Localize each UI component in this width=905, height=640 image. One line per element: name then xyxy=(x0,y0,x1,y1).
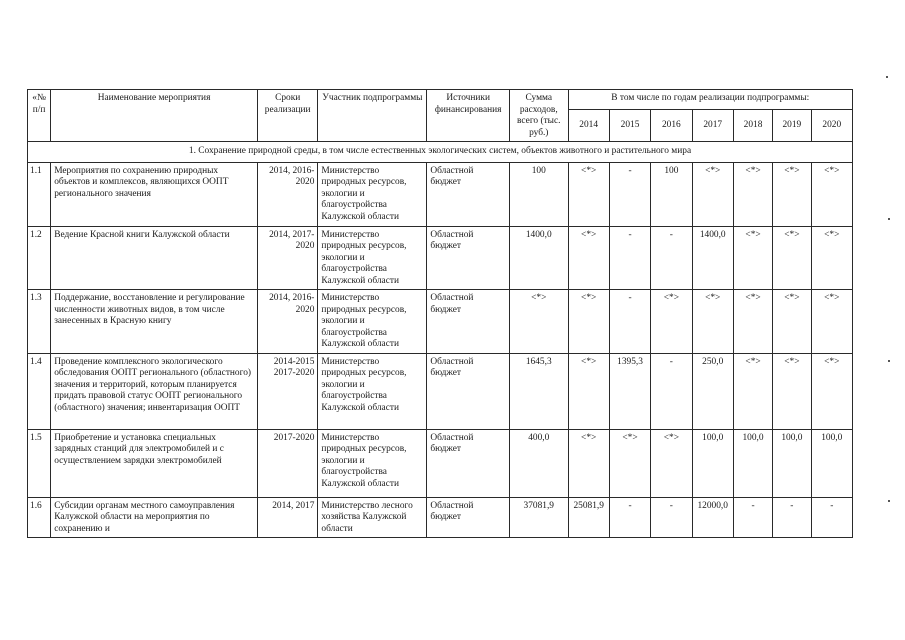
row-year-value: <*> xyxy=(692,290,733,354)
row-participant: Министерство природных ресурсов, экологии и благоустройства Калужской области xyxy=(318,162,427,226)
header-year: 2018 xyxy=(733,110,772,142)
row-year-value: - xyxy=(733,497,772,538)
row-year-value: 250,0 xyxy=(692,353,733,429)
row-total: 37081,9 xyxy=(510,497,568,538)
row-participant: Министерство природных ресурсов, экологии и благоустройства Калужской области xyxy=(318,226,427,290)
row-terms: 2014, 2016-2020 xyxy=(257,162,318,226)
header-num: «№ п/п xyxy=(28,90,51,142)
row-year-value: - xyxy=(609,497,650,538)
scan-mark xyxy=(888,360,890,362)
row-num: 1.4 xyxy=(28,353,51,429)
row-year-value: <*> xyxy=(692,162,733,226)
row-terms: 2014, 2016-2020 xyxy=(257,290,318,354)
row-year-value: - xyxy=(773,497,811,538)
row-year-value: - xyxy=(609,290,650,354)
scan-mark xyxy=(888,500,890,502)
row-year-value: 12000,0 xyxy=(692,497,733,538)
row-terms: 2014-2015 2017-2020 xyxy=(257,353,318,429)
row-year-value: <*> xyxy=(811,290,852,354)
row-year-value: <*> xyxy=(733,353,772,429)
row-source: Областной бюджет xyxy=(427,429,510,497)
header-by-years: В том числе по годам реализации подпрограммы: xyxy=(568,90,853,110)
header-terms: Сроки реализации xyxy=(257,90,318,142)
row-year-value: <*> xyxy=(651,290,692,354)
row-terms: 2014, 2017-2020 xyxy=(257,226,318,290)
table-row xyxy=(28,162,853,226)
row-total: <*> xyxy=(510,290,568,354)
row-year-value: 100,0 xyxy=(811,429,852,497)
row-year-value: - xyxy=(811,497,852,538)
row-num: 1.1 xyxy=(28,162,51,226)
row-num: 1.6 xyxy=(28,497,51,538)
header-year: 2020 xyxy=(811,110,852,142)
row-year-value: <*> xyxy=(773,353,811,429)
header-name: Наименование мероприятия xyxy=(51,90,258,142)
row-year-value: - xyxy=(651,226,692,290)
row-source: Областной бюджет xyxy=(427,226,510,290)
header-year: 2016 xyxy=(651,110,692,142)
row-year-value: <*> xyxy=(733,226,772,290)
row-name: Ведение Красной книги Калужской области xyxy=(51,226,258,290)
table-row xyxy=(28,290,853,354)
row-participant: Министерство природных ресурсов, экологии и благоустройства Калужской области xyxy=(318,353,427,429)
row-name: Поддержание, восстановление и регулирование численности животных видов, в том числе занесенных в Красную книгу xyxy=(51,290,258,354)
row-source: Областной бюджет xyxy=(427,162,510,226)
row-total: 400,0 xyxy=(510,429,568,497)
row-year-value: 25081,9 xyxy=(568,497,609,538)
row-source: Областной бюджет xyxy=(427,353,510,429)
row-year-value: 100,0 xyxy=(733,429,772,497)
row-year-value: <*> xyxy=(609,429,650,497)
row-name: Мероприятия по сохранению природных объектов и комплексов, являющихся ООПТ регионального значения xyxy=(51,162,258,226)
row-year-value: 1395,3 xyxy=(609,353,650,429)
row-name: Субсидии органам местного самоуправления Калужской области на мероприятия по сохранению и xyxy=(51,497,258,538)
row-participant: Министерство природных ресурсов, экологии и благоустройства Калужской области xyxy=(318,429,427,497)
header-participant: Участник подпрограммы xyxy=(318,90,427,142)
row-year-value: <*> xyxy=(773,226,811,290)
row-participant: Министерство природных ресурсов, экологии и благоустройства Калужской области xyxy=(318,290,427,354)
row-year-value: <*> xyxy=(733,162,772,226)
table-header-row xyxy=(28,90,853,110)
header-year: 2015 xyxy=(609,110,650,142)
row-year-value: <*> xyxy=(568,429,609,497)
row-year-value: <*> xyxy=(733,290,772,354)
table-row xyxy=(28,353,853,429)
row-terms: 2014, 2017 xyxy=(257,497,318,538)
scan-mark xyxy=(886,76,888,78)
table-row xyxy=(28,429,853,497)
section-row xyxy=(28,142,853,163)
header-sources: Источники финансирования xyxy=(427,90,510,142)
row-source: Областной бюджет xyxy=(427,497,510,538)
row-year-value: 1400,0 xyxy=(692,226,733,290)
row-year-value: - xyxy=(609,162,650,226)
row-year-value: <*> xyxy=(811,353,852,429)
row-year-value: <*> xyxy=(568,290,609,354)
row-year-value: <*> xyxy=(811,226,852,290)
row-year-value: <*> xyxy=(568,353,609,429)
row-year-value: <*> xyxy=(651,429,692,497)
header-year: 2017 xyxy=(692,110,733,142)
row-year-value: - xyxy=(651,497,692,538)
row-year-value: <*> xyxy=(568,226,609,290)
table-row xyxy=(28,226,853,290)
row-name: Проведение комплексного экологического обследования ООПТ регионального (областного) значения и территорий, которым планируется придать правовой статус ООПТ регионального (областного) значения; инвентаризация ООПТ xyxy=(51,353,258,429)
table-row xyxy=(28,497,853,538)
row-participant: Министерство лесного хозяйства Калужской области xyxy=(318,497,427,538)
row-year-value: <*> xyxy=(773,162,811,226)
row-num: 1.3 xyxy=(28,290,51,354)
row-year-value: - xyxy=(609,226,650,290)
header-year: 2014 xyxy=(568,110,609,142)
section-title: 1. Сохранение природной среды, в том числе естественных экологических систем, объектов животного и растительного мира xyxy=(28,142,853,163)
row-terms: 2017-2020 xyxy=(257,429,318,497)
row-year-value: 100,0 xyxy=(692,429,733,497)
scan-mark xyxy=(888,218,890,220)
row-year-value: - xyxy=(651,353,692,429)
row-source: Областной бюджет xyxy=(427,290,510,354)
row-year-value: <*> xyxy=(568,162,609,226)
row-year-value: 100,0 xyxy=(773,429,811,497)
row-num: 1.5 xyxy=(28,429,51,497)
header-year: 2019 xyxy=(773,110,811,142)
header-total: Сумма расходов, всего (тыс. руб.) xyxy=(510,90,568,142)
row-year-value: 100 xyxy=(651,162,692,226)
row-num: 1.2 xyxy=(28,226,51,290)
row-total: 1645,3 xyxy=(510,353,568,429)
row-total: 1400,0 xyxy=(510,226,568,290)
program-table xyxy=(27,89,853,538)
row-name: Приобретение и установка специальных зарядных станций для электромобилей и с осуществлением зарядки электромобилей xyxy=(51,429,258,497)
row-year-value: <*> xyxy=(811,162,852,226)
row-year-value: <*> xyxy=(773,290,811,354)
row-total: 100 xyxy=(510,162,568,226)
